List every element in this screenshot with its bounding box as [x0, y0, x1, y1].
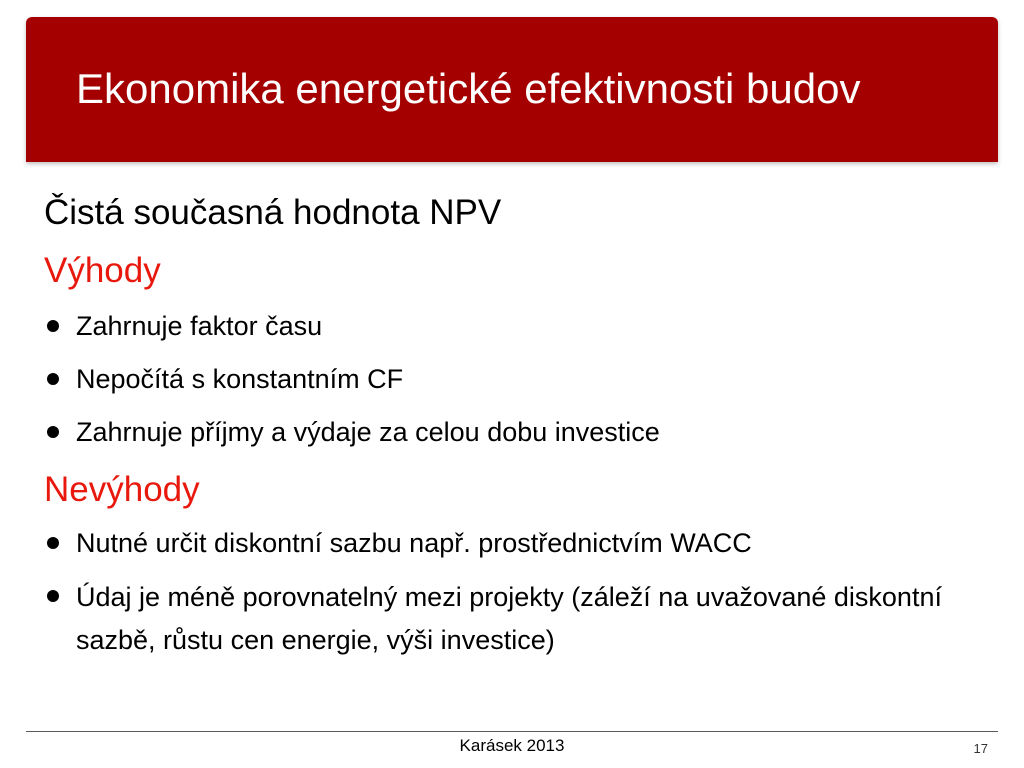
slide-title: Ekonomika energetické efektivnosti budov — [76, 64, 861, 112]
page-number: 17 — [973, 741, 988, 756]
section-heading-disadvantages: Nevýhody — [44, 470, 200, 509]
list-item — [44, 359, 994, 399]
list-item-text: Údaj je méně porovnatelný mezi projekty (záleží na uvažované diskontní sazbě, růstu cen energie, výši investice) — [76, 582, 942, 655]
slide-content — [44, 188, 994, 675]
footer-author: Karásek 2013 — [459, 736, 565, 755]
bullet-icon — [47, 426, 59, 438]
slide-subtitle: Čistá současná hodnota NPV — [44, 193, 502, 232]
list-item — [44, 306, 994, 346]
bullet-icon — [47, 537, 59, 549]
disadvantages-list — [44, 523, 994, 662]
list-item-text: Nepočítá s konstantním CF — [76, 364, 404, 394]
title-banner — [26, 17, 998, 162]
bullet-icon — [47, 320, 59, 332]
list-item — [44, 523, 994, 563]
list-item — [44, 412, 994, 452]
bullet-icon — [47, 590, 59, 602]
section-heading-advantages: Výhody — [44, 251, 161, 290]
list-item-text: Zahrnuje faktor času — [76, 311, 323, 341]
advantages-list — [44, 306, 994, 452]
list-item-text: Zahrnuje příjmy a výdaje za celou dobu investice — [76, 417, 660, 447]
footer-divider — [26, 731, 998, 732]
list-item-text: Nutné určit diskontní sazbu např. prostřednictvím WACC — [76, 528, 752, 558]
bullet-icon — [47, 373, 59, 385]
list-item — [44, 576, 994, 662]
